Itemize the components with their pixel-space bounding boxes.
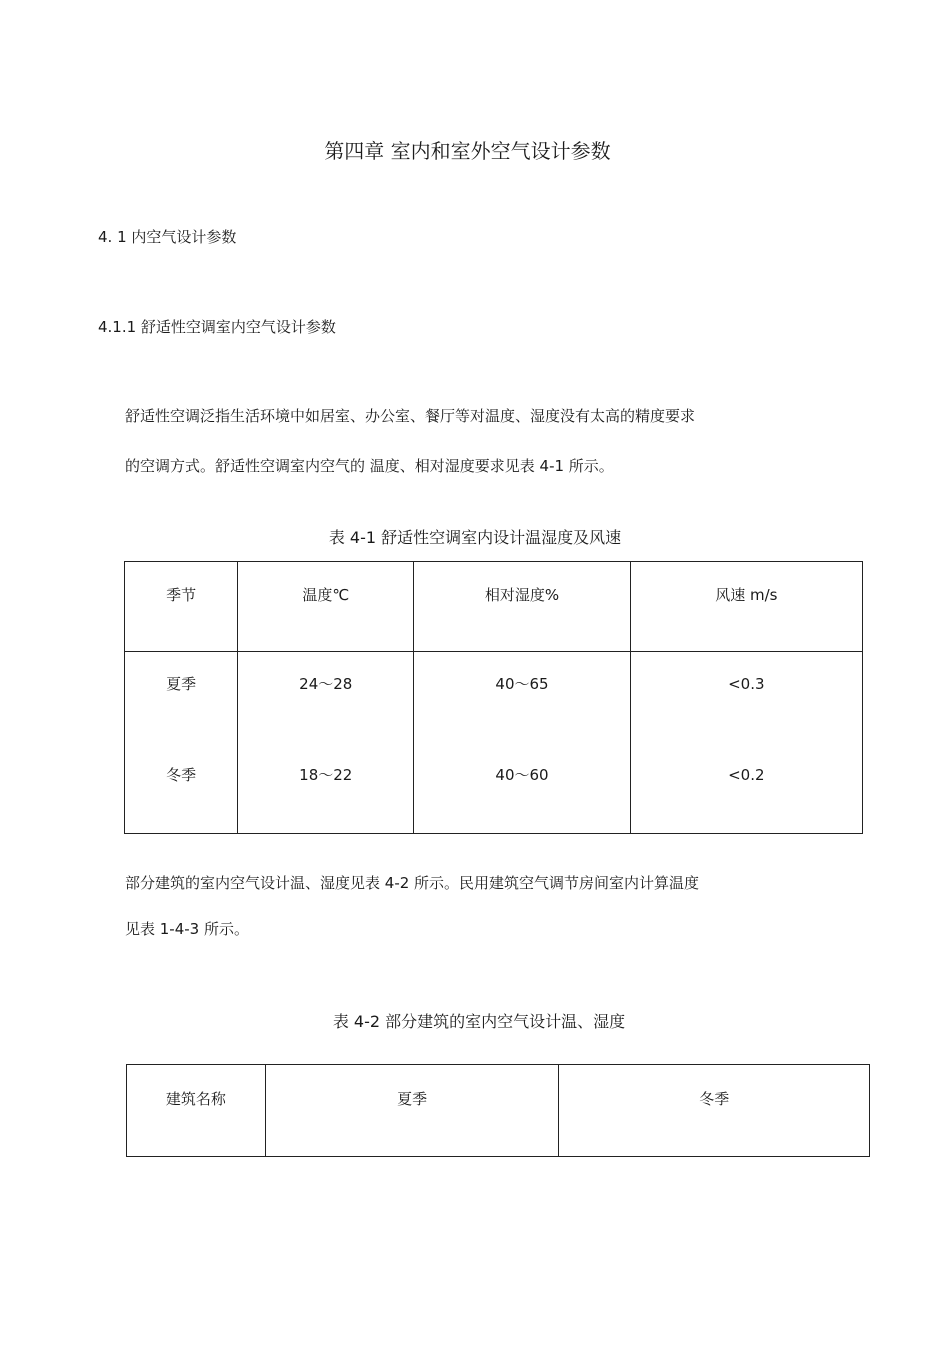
subsection-heading: 4.1.1 舒适性空调室内空气设计参数 [98,318,336,336]
header-cell-humidity: 相对湿度% [414,562,630,652]
cell-winter-wind-speed: <0.2 [728,766,765,784]
wind-speed-column [630,652,862,834]
cell-winter-temperature: 18～22 [299,766,353,784]
building-design-table [126,1064,870,1157]
paragraph-1-line-2: 的空调方式。舒适性空调室内空气的 温度、相对湿度要求见表 4-1 所示。 [125,457,614,475]
header-cell-winter: 冬季 [559,1065,870,1157]
temperature-column [238,652,414,834]
header-cell-season: 季节 [125,562,238,652]
cell-winter-humidity: 40～60 [495,766,549,784]
comfort-design-table [124,561,863,834]
header-cell-summer: 夏季 [265,1065,559,1157]
table-2-caption: 表 4-2 部分建筑的室内空气设计温、湿度 [332,1012,626,1031]
header-cell-temperature: 温度℃ [238,562,414,652]
table-header-row [127,1065,870,1157]
section-heading: 4. 1 内空气设计参数 [98,228,237,246]
cell-summer: 夏季 [166,675,197,693]
paragraph-2-line-1: 部分建筑的室内空气设计温、湿度见表 4-2 所示。民用建筑空气调节房间室内计算温度 [125,874,700,892]
humidity-column [414,652,630,834]
table-body-row [125,652,863,834]
table-header-row [125,562,863,652]
cell-summer-temperature: 24～28 [299,675,353,693]
table-1-caption: 表 4-1 舒适性空调室内设计温湿度及风速 [328,528,622,547]
cell-summer-wind-speed: <0.3 [728,675,765,693]
paragraph-2-line-2: 见表 1-4-3 所示。 [125,920,249,938]
cell-winter: 冬季 [166,766,197,784]
chapter-title: 第四章 室内和室外空气设计参数 [324,139,611,163]
header-cell-building-name: 建筑名称 [127,1065,266,1157]
cell-summer-humidity: 40～65 [495,675,549,693]
paragraph-1-line-1: 舒适性空调泛指生活环境中如居室、办公室、餐厅等对温度、湿度没有太高的精度要求 [125,407,696,425]
season-column [125,652,238,834]
header-cell-wind-speed: 风速 m/s [630,562,862,652]
